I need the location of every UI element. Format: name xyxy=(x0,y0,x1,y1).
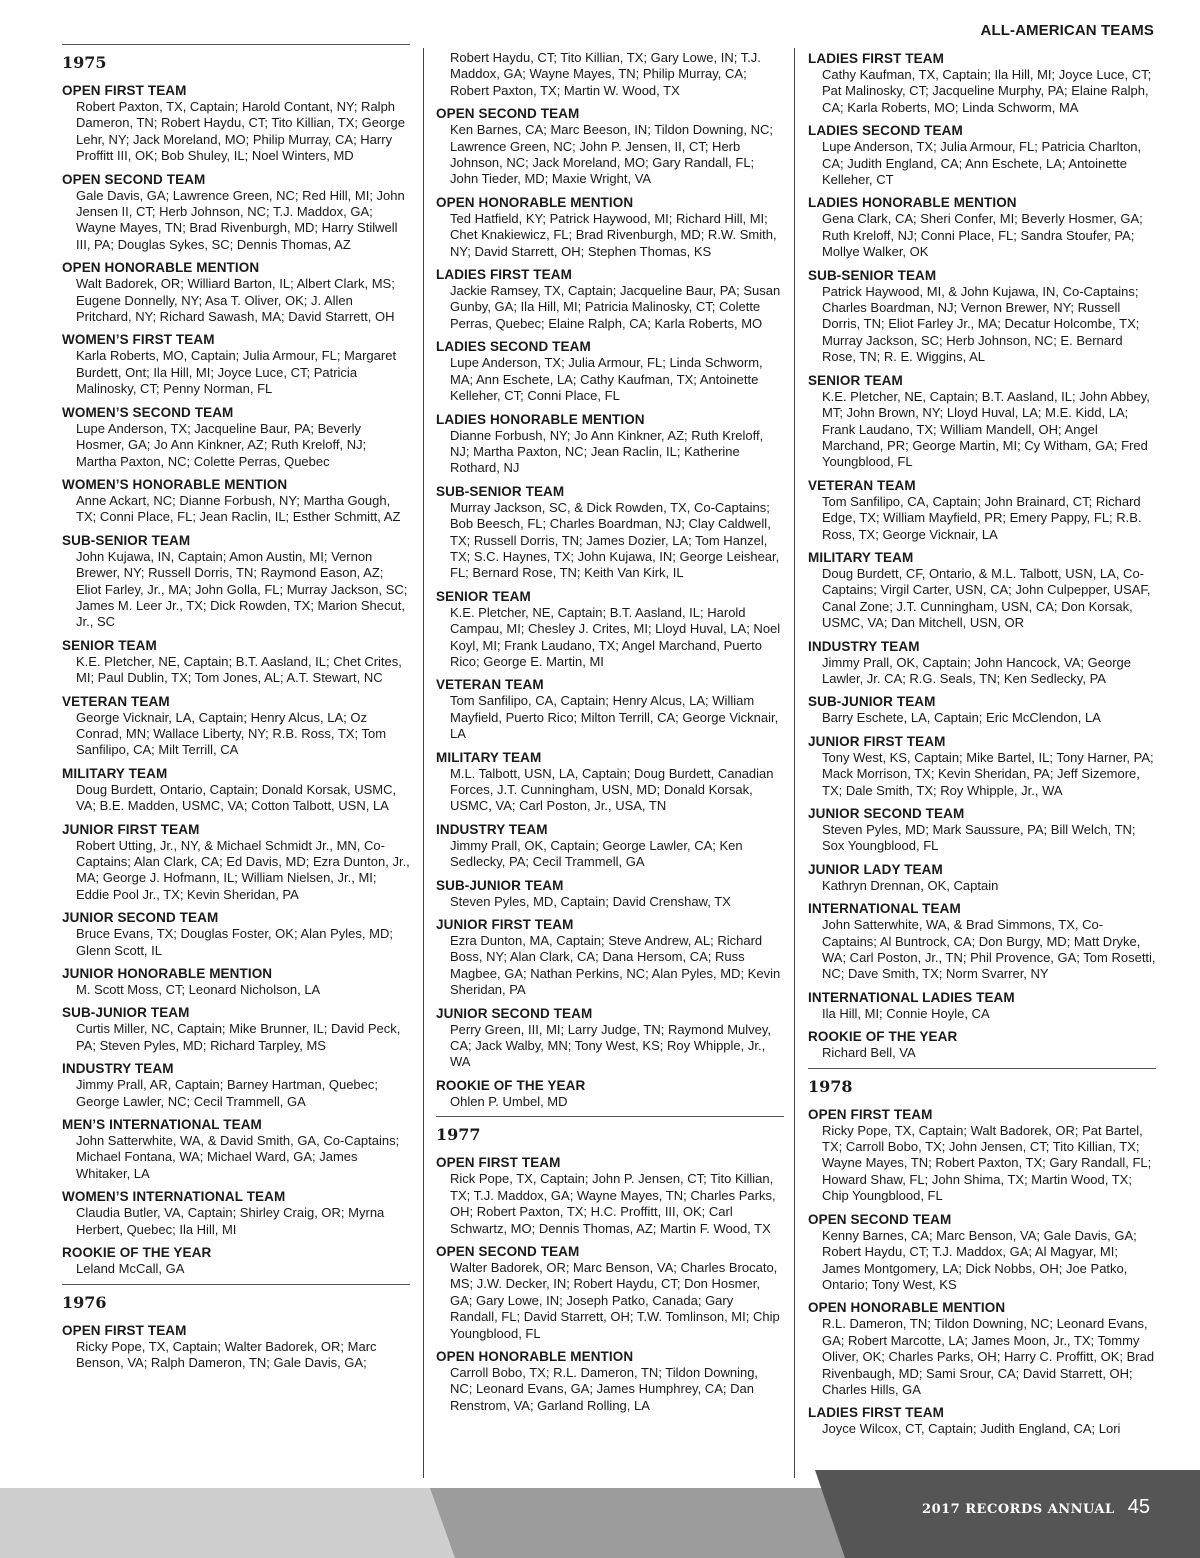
team-members: Leland McCall, GA xyxy=(76,1261,185,1277)
year-block xyxy=(808,50,1156,1062)
team-section xyxy=(436,1154,784,1237)
team-heading: LADIES SECOND TEAM xyxy=(436,339,591,355)
team-heading: LADIES SECOND TEAM xyxy=(808,123,963,139)
team-heading: JUNIOR FIRST TEAM xyxy=(62,821,200,837)
team-section xyxy=(436,749,784,815)
team-heading: INDUSTRY TEAM xyxy=(808,638,920,654)
team-heading: JUNIOR FIRST TEAM xyxy=(808,733,946,749)
team-members: Joyce Wilcox, CT, Captain; Judith England, CA; Lori xyxy=(822,1421,1121,1437)
team-heading: WOMEN’S HONORABLE MENTION xyxy=(62,476,288,492)
team-heading: OPEN FIRST TEAM xyxy=(62,83,187,98)
team-heading: OPEN FIRST TEAM xyxy=(62,1322,187,1338)
team-section xyxy=(808,122,1156,188)
team-section xyxy=(808,50,1156,116)
team-members: Anne Ackart, NC; Dianne Forbush, NY; Martha Gough, TX; Conni Place, FL; Jean Raclin, IL; Esther Schmitt, AZ xyxy=(76,492,401,525)
column-divider xyxy=(423,48,424,1478)
team-section xyxy=(62,331,410,397)
team-section xyxy=(436,916,784,999)
team-heading: OPEN SECOND TEAM xyxy=(436,106,580,122)
team-heading: WOMEN’S SECOND TEAM xyxy=(62,404,234,420)
team-heading: OPEN SECOND TEAM xyxy=(808,1211,952,1227)
team-section xyxy=(808,638,1156,688)
team-heading: ROOKIE OF THE YEAR xyxy=(436,1077,586,1093)
team-heading: SENIOR TEAM xyxy=(62,637,157,653)
team-members: R.L. Dameron, TN; Tildon Downing, NC; Leonard Evans, GA; Robert Marcotte, LA; James Moon, Jr., TX; Tommy Oliver, OK; Charles Parks, OH; Harry C. Proffitt, OK; Brad Rivenbaugh, MD; Sami Srour, CA; David Starrett, OH; Charles Hills, GA xyxy=(822,1316,1155,1397)
team-section xyxy=(436,483,784,582)
team-members: Tom Sanfilipo, CA, Captain; Henry Alcus, LA; William Mayfield, Puerto Rico; Milton Terrill, CA; George Vicknair, LA xyxy=(450,693,779,742)
team-section xyxy=(62,1060,410,1110)
team-heading: WOMEN’S FIRST TEAM xyxy=(62,332,215,348)
team-heading: WOMEN’S INTERNATIONAL TEAM xyxy=(62,1189,286,1205)
team-section xyxy=(808,267,1156,366)
team-section xyxy=(808,1106,1156,1205)
year-heading: 1978 xyxy=(808,1076,853,1096)
team-heading: SENIOR TEAM xyxy=(808,372,903,388)
column-divider xyxy=(794,48,795,1478)
team-section xyxy=(436,1348,784,1414)
team-members: Ken Barnes, CA; Marc Beeson, IN; Tildon Downing, NC; Lawrence Green, NC; John P. Jensen, II, CT; Herb Johnson, NC; Jack Moreland, MO; Gary Randall, FL; John Tieder, MD; Maxie Wright, VA xyxy=(450,122,773,187)
team-heading: VETERAN TEAM xyxy=(62,693,170,709)
column-2 xyxy=(436,50,784,1460)
team-section xyxy=(808,477,1156,543)
team-heading: LADIES FIRST TEAM xyxy=(808,1405,944,1421)
team-section xyxy=(62,259,410,325)
year-block xyxy=(436,1116,784,1414)
year-heading: 1977 xyxy=(436,1125,481,1145)
team-heading: SENIOR TEAM xyxy=(436,588,531,604)
year-heading: 1976 xyxy=(62,1292,107,1312)
team-heading: OPEN SECOND TEAM xyxy=(436,1243,580,1259)
team-section xyxy=(808,1404,1156,1437)
team-section xyxy=(62,1244,410,1277)
team-section xyxy=(62,532,410,631)
team-section xyxy=(62,82,410,165)
page-footer xyxy=(0,1470,1200,1558)
column-3 xyxy=(808,50,1156,1460)
team-heading: ROOKIE OF THE YEAR xyxy=(808,1029,958,1045)
team-section xyxy=(62,821,410,904)
team-members: Robert Paxton, TX, Captain; Harold Contant, NY; Ralph Dameron, TN; Robert Haydu, CT; Tito Killian, TX; George Lehr, NY; Jack Moreland, MO; Philip Murray, CA; Harry Proffitt III, OK; Bob Shuley, IL; Noel Winters, MD xyxy=(76,99,405,164)
team-members: John Satterwhite, WA, & Brad Simmons, TX, Co-Captains; Al Buntrock, CA; Don Burgy, MD; Matt Dryke, WA; Carl Poston, Jr., TN; Phil Provence, GA; Tom Rosetti, NC; Dave Smith, TX; Norm Svarrer, NY xyxy=(822,917,1156,982)
team-section xyxy=(62,637,410,687)
team-section xyxy=(62,1116,410,1182)
team-heading: SUB-JUNIOR TEAM xyxy=(436,877,564,893)
team-section xyxy=(436,194,784,260)
team-section xyxy=(436,588,784,671)
team-members: John Kujawa, IN, Captain; Amon Austin, MI; Vernon Brewer, NY; Russell Dorris, TN; Raymond Eason, AZ; Eliot Farley, Jr., MA; John Golla, FL; Murray Jackson, SC; James M. Leer Jr., TX; Dick Rowden, TX; Marion Shecut, Jr., SC xyxy=(76,548,408,630)
team-heading: JUNIOR HONORABLE MENTION xyxy=(62,966,273,982)
team-heading: OPEN HONORABLE MENTION xyxy=(436,1348,634,1364)
team-members: Gena Clark, CA; Sheri Confer, MI; Beverly Hosmer, GA; Ruth Kreloff, NJ; Conni Place, FL; Sandra Stoufer, PA; Mollye Walker, OK xyxy=(822,211,1143,260)
team-heading: SUB-JUNIOR TEAM xyxy=(62,1005,190,1021)
team-section xyxy=(62,1004,410,1054)
team-members: Claudia Butler, VA, Captain; Shirley Craig, OR; Myrna Herbert, Quebec; Ila Hill, MI xyxy=(76,1205,385,1237)
year-block xyxy=(808,1068,1156,1438)
team-members: Jackie Ramsey, TX, Captain; Jacqueline Baur, PA; Susan Gunby, GA; Ila Hill, MI; Patricia Malinosky, CT; Colette Perras, Quebec; Elaine Ralph, CA; Karla Roberts, MO xyxy=(450,283,781,331)
team-members: K.E. Pletcher, NE, Captain; B.T. Aasland, IL; Chet Crites, MI; Paul Dublin, TX; Tom Jones, AL; A.T. Stewart, NC xyxy=(76,653,402,686)
team-members: Ricky Pope, TX, Captain; Walt Badorek, OR; Pat Bartel, TX; Carroll Bobo, TX; John Jensen, CT; Tito Killian, TX; Wayne Mayes, TN; Robert Paxton, TX; Gary Randall, FL; Howard Shaw, FL; John Shima, TX; Martin Wood, TX; Chip Youngblood, FL xyxy=(822,1122,1152,1204)
team-section xyxy=(808,805,1156,855)
year-block xyxy=(62,1284,410,1372)
team-section xyxy=(436,266,784,332)
team-section xyxy=(436,877,784,910)
team-members: Jimmy Prall, OK, Captain; John Hancock, VA; George Lawler, Jr. CA; R.G. Seals, TN; Ken Sedlecky, PA xyxy=(822,654,1131,686)
team-members: Lupe Anderson, TX; Jacqueline Baur, PA; Beverly Hosmer, GA; Jo Ann Kinkner, AZ; Ruth Kreloff, NJ; Martha Paxton, NC; Colette Perras, Quebec xyxy=(76,420,367,469)
team-heading: LADIES HONORABLE MENTION xyxy=(808,195,1017,211)
team-heading: INDUSTRY TEAM xyxy=(62,1061,174,1077)
running-title: ALL-AMERICAN TEAMS xyxy=(980,22,1154,39)
team-section xyxy=(62,1322,410,1372)
year-heading: 1975 xyxy=(62,53,107,72)
team-members: Dianne Forbush, NY; Jo Ann Kinkner, AZ; Ruth Kreloff, NJ; Martha Paxton, NC; Jean Raclin, IL; Katherine Rothard, NJ xyxy=(450,427,764,476)
team-section xyxy=(808,1299,1156,1398)
team-section xyxy=(62,693,410,759)
team-section xyxy=(436,338,784,404)
footer-label xyxy=(922,1496,1150,1519)
year-block xyxy=(62,53,410,1278)
team-section xyxy=(436,821,784,871)
team-section xyxy=(436,1243,784,1342)
team-section xyxy=(436,411,784,477)
team-heading: MILITARY TEAM xyxy=(62,765,168,781)
team-section xyxy=(436,676,784,742)
team-section xyxy=(62,171,410,254)
publication-title: 2017 RECORDS ANNUAL xyxy=(922,1502,1115,1517)
team-members: Kathryn Drennan, OK, Captain xyxy=(822,877,999,893)
team-heading: SUB-SENIOR TEAM xyxy=(62,532,191,548)
team-heading: LADIES FIRST TEAM xyxy=(436,267,572,283)
team-members: Steven Pyles, MD; Mark Saussure, PA; Bill Welch, TN; Sox Youngblood, FL xyxy=(822,822,1136,854)
team-section xyxy=(436,1077,784,1110)
team-section xyxy=(62,1188,410,1238)
team-section xyxy=(62,404,410,470)
team-members: M. Scott Moss, CT; Leonard Nicholson, LA xyxy=(76,982,321,998)
team-heading: ROOKIE OF THE YEAR xyxy=(62,1245,212,1261)
team-members: Ted Hatfield, KY; Patrick Haywood, MI; Richard Hill, MI; Chet Knakiewicz, FL; Brad Rivenburgh, MD; R.W. Smith, NY; David Starrett, OH; Stephen Thomas, KS xyxy=(450,210,777,259)
column-1 xyxy=(62,44,410,1463)
team-members: Kenny Barnes, CA; Marc Benson, VA; Gale Davis, GA; Robert Haydu, CT; T.J. Maddox, GA; Al Magyar, MI; James Montgomery, LA; Dick Nobbs, OH; Joe Patko, Ontario; Tony West, KS xyxy=(822,1227,1137,1292)
team-section xyxy=(436,1005,784,1071)
team-section xyxy=(808,989,1156,1022)
team-heading: JUNIOR SECOND TEAM xyxy=(808,806,965,821)
team-section xyxy=(808,194,1156,260)
team-members: Robert Utting, Jr., NY, & Michael Schmidt Jr., MN, Co-Captains; Alan Clark, CA; Ed Davis, MD; Ezra Dunton, Jr., MA; George J. Hofmann, IL; William Nielsen, Jr., MI; Eddie Pool Jr., TX; Kevin Sheridan, PA xyxy=(76,837,410,902)
team-members: Ila Hill, MI; Connie Hoyle, CA xyxy=(822,1005,990,1021)
team-members: John Satterwhite, WA, & David Smith, GA, Co-Captains; Michael Fontana, WA; Michael Ward, GA; James Whitaker, LA xyxy=(76,1133,400,1181)
team-heading: INTERNATIONAL LADIES TEAM xyxy=(808,989,1015,1005)
team-members: Curtis Miller, NC, Captain; Mike Brunner, IL; David Peck, PA; Steven Pyles, MD; Richard Tarpley, MS xyxy=(76,1021,401,1053)
team-members: Patrick Haywood, MI, & John Kujawa, IN, Co-Captains; Charles Boardman, NJ; Vernon Brewer, NY; Russell Dorris, TN; Eliot Farley Jr., MA; Decatur Holcombe, TX; Murray Jackson, SC; Herb Johnson, NC; E. Bernard Rose, TN; R. E. Wiggins, AL xyxy=(822,283,1140,365)
team-section xyxy=(808,549,1156,632)
team-heading: VETERAN TEAM xyxy=(808,477,916,493)
team-heading: OPEN HONORABLE MENTION xyxy=(436,194,634,210)
team-heading: SUB-JUNIOR TEAM xyxy=(808,694,936,710)
team-section xyxy=(808,372,1156,471)
team-section xyxy=(808,861,1156,894)
team-section xyxy=(436,50,784,99)
team-heading: SUB-SENIOR TEAM xyxy=(808,267,937,283)
team-heading: JUNIOR LADY TEAM xyxy=(808,861,943,877)
team-members: M.L. Talbott, USN, LA, Captain; Doug Burdett, Canadian Forces, J.T. Cunningham, USN, MD; Donald Korsak, USMC, VA; Carl Poston, Jr., USA, TN xyxy=(450,765,774,814)
team-heading: OPEN FIRST TEAM xyxy=(808,1106,933,1122)
team-members: Richard Bell, VA xyxy=(822,1045,916,1061)
team-members: Bruce Evans, TX; Douglas Foster, OK; Alan Pyles, MD; Glenn Scott, IL xyxy=(76,926,393,958)
team-members: Doug Burdett, Ontario, Captain; Donald Korsak, USMC, VA; B.E. Madden, USMC, VA; Cotton Talbott, USN, LA xyxy=(76,781,397,814)
team-section xyxy=(808,693,1156,726)
team-section xyxy=(808,900,1156,983)
team-members: Lupe Anderson, TX; Julia Armour, FL; Linda Schworm, MA; Ann Eschete, LA; Cathy Kaufman, TX; Antoinette Kelleher, CT; Conni Place, FL xyxy=(450,355,763,404)
team-heading: JUNIOR SECOND TEAM xyxy=(62,910,219,926)
year-block xyxy=(436,50,784,1110)
team-members: Walter Badorek, OR; Marc Benson, VA; Charles Brocato, MS; J.W. Decker, IN; Robert Haydu, CT; Don Hosmer, GA; Gary Lowe, IN; Joseph Patko, Canada; Gary Randall, FL; David Starrett, OH; T.W. Tomlinson, MI; Chip Youngblood, FL xyxy=(450,1259,780,1341)
team-members: Carroll Bobo, TX; R.L. Dameron, TN; Tildon Downing, NC; Leonard Evans, GA; James Humphrey, CA; Dan Renstrom, VA; Garland Rolling, LA xyxy=(450,1364,759,1413)
team-section xyxy=(62,909,410,959)
team-members: Doug Burdett, CF, Ontario, & M.L. Talbott, USN, LA, Co-Captains; Virgil Carter, USN, CA; John Culpepper, USAF, Canal Zone; J.T. Cunningham, USN, CA; Don Korsak, USMC, VA; Dan Mitchell, USN, OR xyxy=(822,565,1151,631)
page-number: 45 xyxy=(1127,1496,1150,1518)
team-heading: INDUSTRY TEAM xyxy=(436,821,548,837)
team-members: Rick Pope, TX, Captain; John P. Jensen, CT; Tito Killian, TX; T.J. Maddox, GA; Wayne Mayes, TN; Charles Parks, OH; Robert Paxton, TX; H.C. Proffitt, III, OK; Carl Schwartz, MO; Dennis Thomas, AZ; Martin F. Wood, TX xyxy=(450,1171,776,1236)
team-heading: MEN’S INTERNATIONAL TEAM xyxy=(62,1117,262,1133)
team-members: Karla Roberts, MO, Captain; Julia Armour, FL; Margaret Burdett, Ont; Ila Hill, MI; Joyce Luce, CT; Patricia Malinosky, CT; Penny Norman, FL xyxy=(76,348,397,397)
team-heading: INTERNATIONAL TEAM xyxy=(808,901,961,917)
team-members: Ricky Pope, TX, Captain; Walter Badorek, OR; Marc Benson, VA; Ralph Dameron, TN; Gale Davis, GA; xyxy=(76,1338,377,1370)
team-heading: LADIES HONORABLE MENTION xyxy=(436,411,645,427)
team-section xyxy=(808,733,1156,799)
team-members: K.E. Pletcher, NE, Captain; B.T. Aasland, IL; Harold Campau, MI; Chesley J. Crites, MI; Lloyd Huval, LA; Noel Koyl, MI; Frank Laudano, TX; Angel Marchand, Puerto Rico; George E. Martin, MI xyxy=(450,604,781,669)
team-members: Robert Haydu, CT; Tito Killian, TX; Gary Lowe, IN; T.J. Maddox, GA; Wayne Mayes, TN; Philip Murray, CA; Robert Paxton, TX; Martin W. Wood, TX xyxy=(450,50,761,98)
team-heading: OPEN FIRST TEAM xyxy=(436,1155,561,1171)
team-heading: LADIES FIRST TEAM xyxy=(808,51,944,66)
team-members: Tony West, KS, Captain; Mike Bartel, IL; Tony Harner, PA; Mack Morrison, TX; Kevin Sheridan, PA; Jeff Sizemore, TX; Dale Smith, TX; Roy Whipple, Jr., WA xyxy=(822,749,1154,798)
team-members: Perry Green, III, MI; Larry Judge, TN; Raymond Mulvey, CA; Jack Walby, MN; Tony West, KS; Roy Whipple, Jr., WA xyxy=(450,1021,772,1070)
team-members: Murray Jackson, SC, & Dick Rowden, TX, Co-Captains; Bob Beesch, FL; Charles Boardman, NJ; Clay Caldwell, TX; Russell Dorris, TN; James Dozier, LA; Tom Hanzel, TX; S.C. Haynes, TX; John Kujawa, IN; George Leishear, FL; Bernard Rose, TN; Keith Van Kirk, IL xyxy=(450,499,780,581)
team-section xyxy=(808,1028,1156,1061)
team-section xyxy=(436,105,784,188)
team-members: Jimmy Prall, OK, Captain; George Lawler, CA; Ken Sedlecky, PA; Cecil Trammell, GA xyxy=(450,837,743,870)
team-members: Walt Badorek, OR; Williard Barton, IL; Albert Clark, MS; Eugene Donnelly, NY; Asa T. Oliver, OK; J. Allen Pritchard, NY; Richard Sawash, MA; David Starrett, OH xyxy=(76,276,395,325)
team-members: Gale Davis, GA; Lawrence Green, NC; Red Hill, MI; John Jensen II, CT; Herb Johnson, NC; T.J. Maddox, GA; Wayne Mayes, TN; Brad Rivenburgh, MD; Harry Stilwell III, PA; Douglas Sykes, SC; Dennis Thomas, AZ xyxy=(76,187,405,252)
team-members: Ohlen P. Umbel, MD xyxy=(450,1093,568,1109)
team-section xyxy=(808,1211,1156,1294)
team-members: Cathy Kaufman, TX, Captain; Ila Hill, MI; Joyce Luce, CT; Pat Malinosky, CT; Jacqueline Murphy, PA; Elaine Ralph, CA; Karla Roberts, MO; Linda Schworm, MA xyxy=(822,67,1152,115)
team-heading: OPEN HONORABLE MENTION xyxy=(808,1300,1006,1316)
team-members: Barry Eschete, LA, Captain; Eric McClendon, LA xyxy=(822,710,1101,726)
team-heading: OPEN SECOND TEAM xyxy=(62,171,206,187)
team-members: Lupe Anderson, TX; Julia Armour, FL; Patricia Charlton, CA; Judith England, CA; Ann Eschete, LA; Antoinette Kelleher, CT xyxy=(822,139,1142,188)
team-members: Jimmy Prall, AR, Captain; Barney Hartman, Quebec; George Lawler, NC; Cecil Trammell, GA xyxy=(76,1077,379,1109)
team-heading: JUNIOR FIRST TEAM xyxy=(436,917,574,933)
team-heading: SUB-SENIOR TEAM xyxy=(436,483,565,499)
team-section xyxy=(62,476,410,526)
team-section xyxy=(62,965,410,998)
team-heading: JUNIOR SECOND TEAM xyxy=(436,1005,593,1021)
team-section xyxy=(62,765,410,815)
team-members: George Vicknair, LA, Captain; Henry Alcus, LA; Oz Conrad, MN; Wallace Liberty, NY; R.B. Ross, TX; Tom Sanfilipo, CA; Milt Terrill, CA xyxy=(76,709,387,758)
team-members: K.E. Pletcher, NE, Captain; B.T. Aasland, IL; John Abbey, MT; John Brown, NY; Lloyd Huval, LA; M.E. Kidd, LA; Frank Laudano, TX; William Mandell, OH; Angel Marchand, PR; George Martin, MI; Cy Witham, GA; Fred Youngblood, FL xyxy=(822,388,1150,470)
team-members: Steven Pyles, MD, Captain; David Crenshaw, TX xyxy=(450,893,731,909)
team-members: Ezra Dunton, MA, Captain; Steve Andrew, AL; Richard Boss, NY; Alan Clark, CA; Dana Hersom, CA; Russ Magbee, GA; Nathan Perkins, NC; Alan Pyles, MD; Kevin Sheridan, PA xyxy=(450,933,781,998)
team-heading: VETERAN TEAM xyxy=(436,677,544,693)
team-heading: MILITARY TEAM xyxy=(436,749,542,765)
team-heading: MILITARY TEAM xyxy=(808,549,914,565)
team-heading: OPEN HONORABLE MENTION xyxy=(62,260,260,276)
team-members: Tom Sanfilipo, CA, Captain; John Brainard, CT; Richard Edge, TX; William Mayfield, PR; Emery Pappy, FL; R.B. Ross, TX; George Vicknair, LA xyxy=(822,493,1142,542)
